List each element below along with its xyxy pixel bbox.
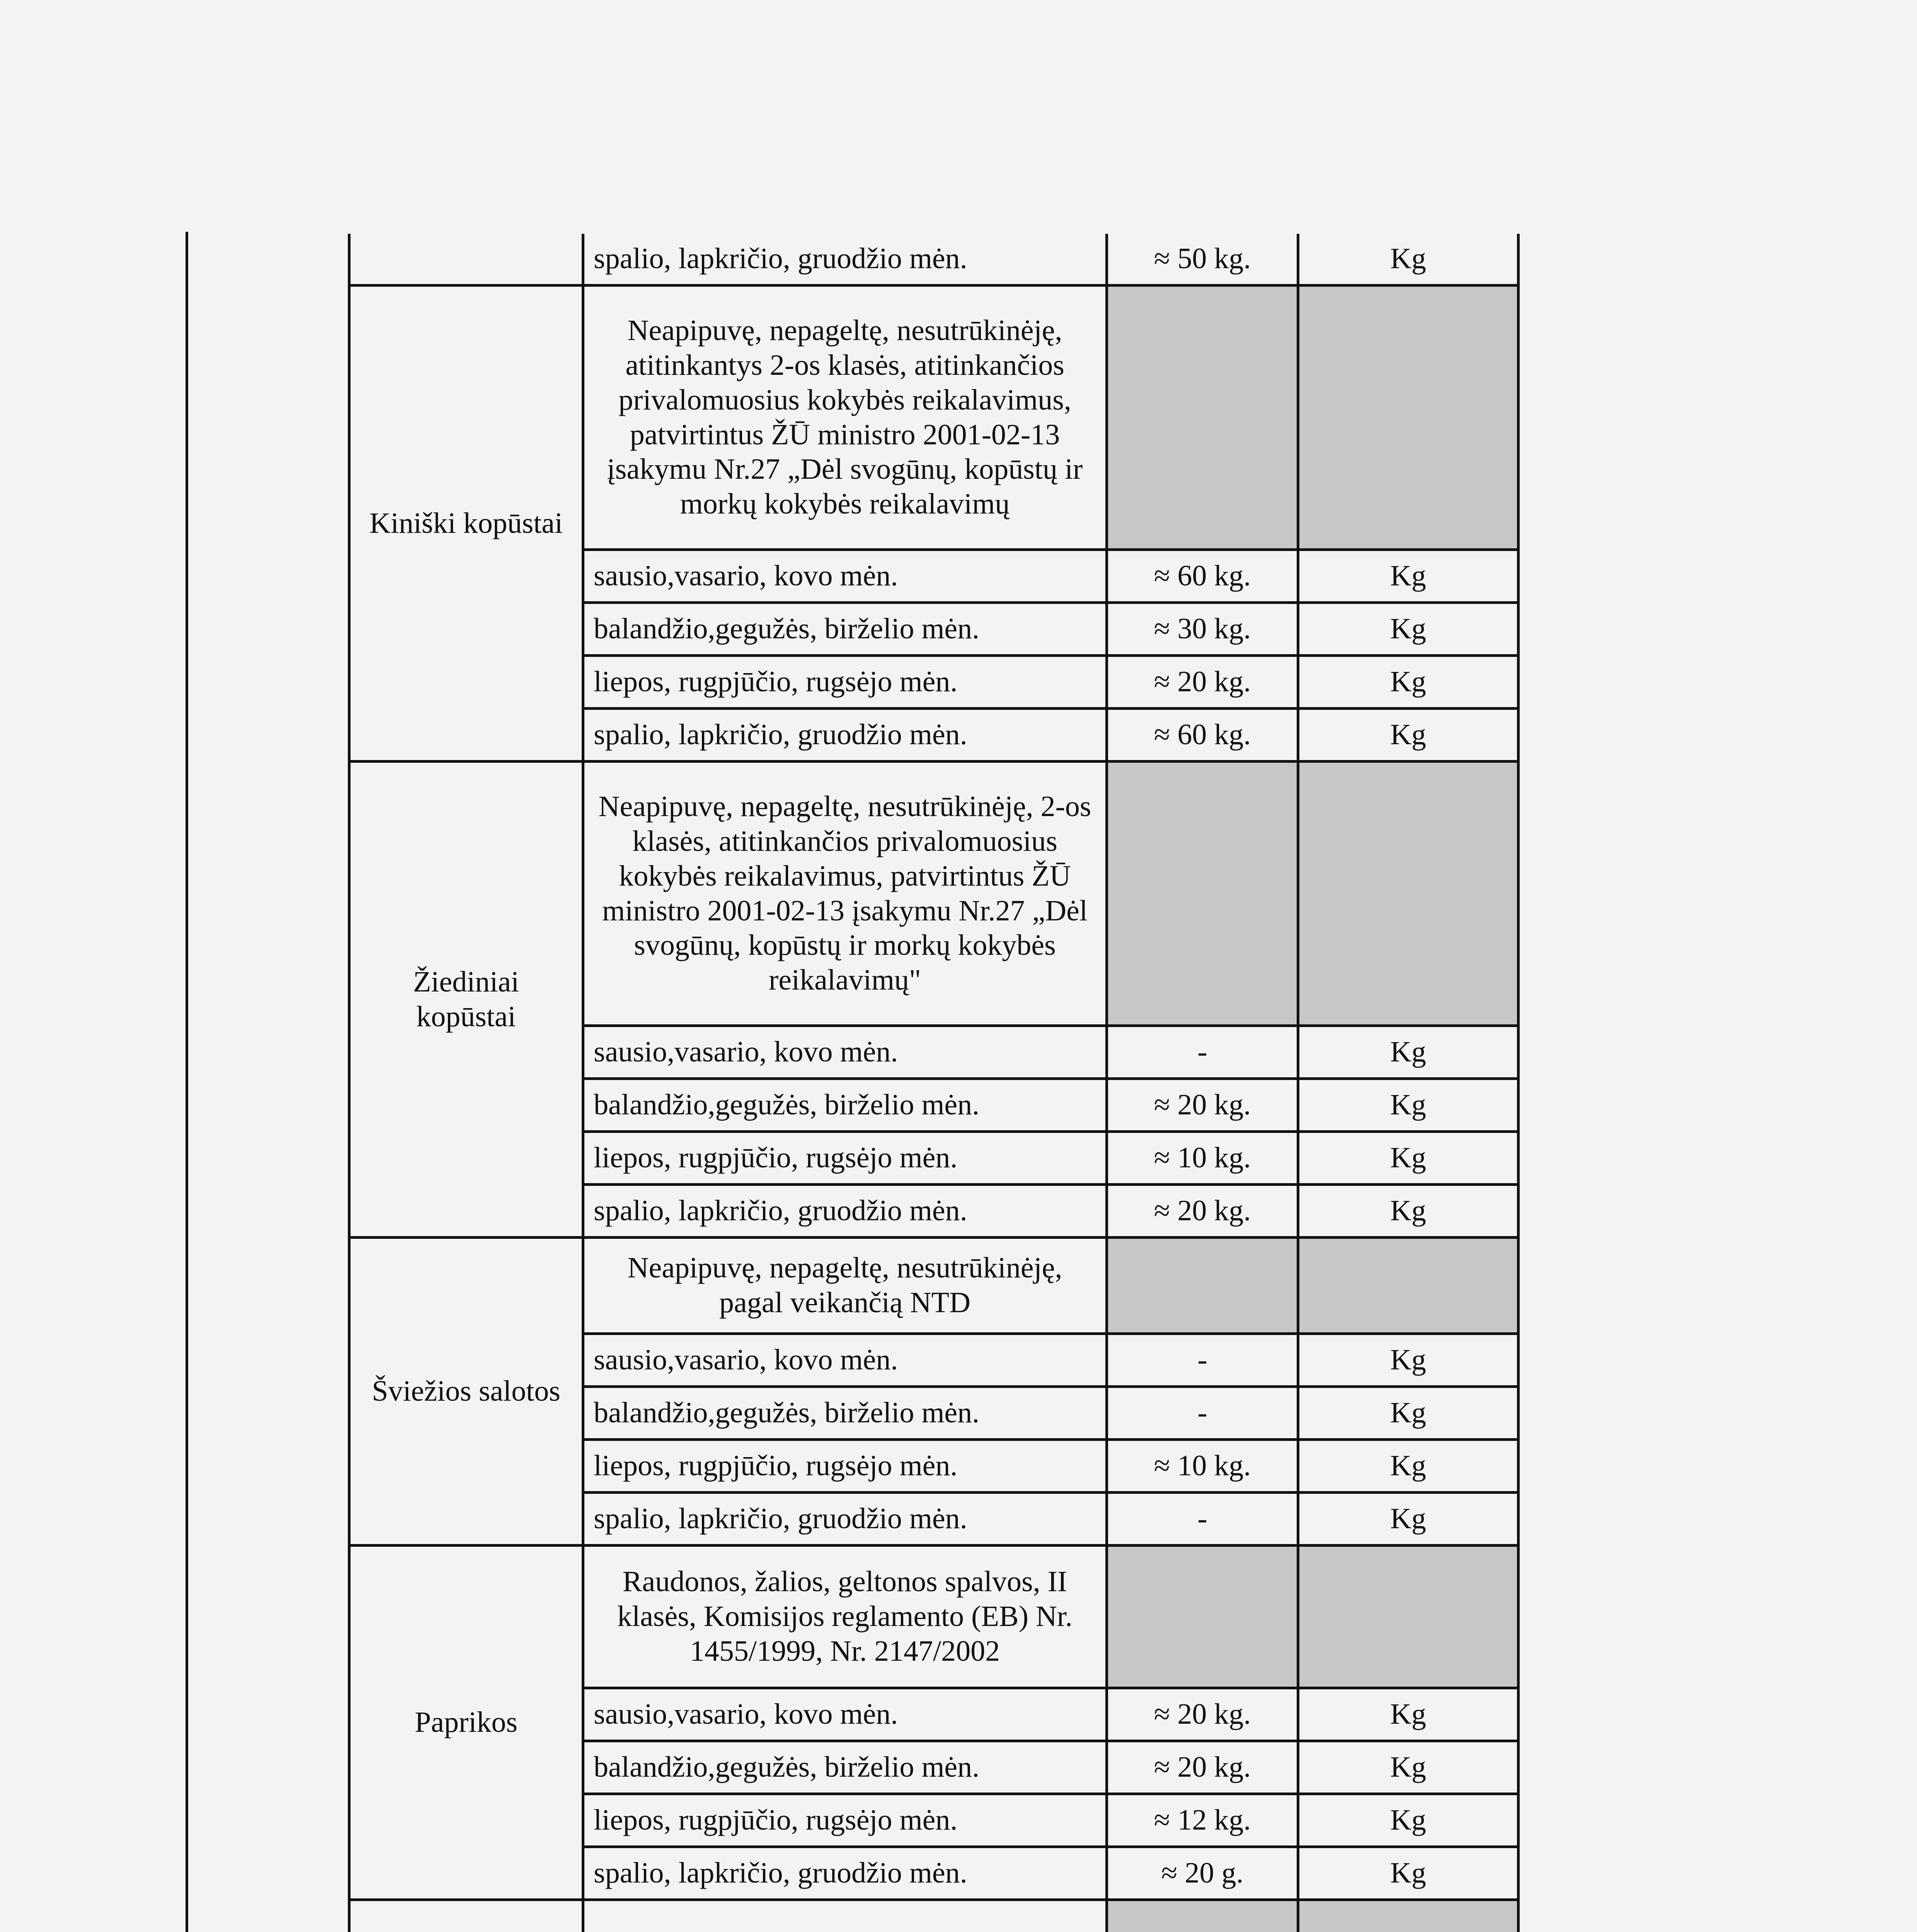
period-cell: spalio, lapkričio, gruodžio mėn. (583, 1847, 1107, 1900)
quantity-cell: ≈ 20 g. (1107, 1847, 1298, 1900)
quantity-cell: - (1107, 1334, 1298, 1387)
period-cell: balandžio,gegužės, birželio mėn. (583, 1387, 1107, 1440)
unit-cell-shaded (1298, 1900, 1519, 1932)
period-cell: balandžio,gegužės, birželio mėn. (583, 1741, 1107, 1794)
product-groups (349, 286, 1519, 1932)
quantity-cell: ≈ 30 kg. (1107, 603, 1298, 656)
unit-cell-shaded (1298, 762, 1519, 1026)
table-row (349, 1546, 1519, 1688)
quantity-cell: ≈ 12 kg. (1107, 1794, 1298, 1847)
quality-requirement: Neapipuvę, nepageltę, nesutrūkinėję, atitinkantys 2-os klasės, atitinkančios privalomuosius kokybės reikalavimus, patvirtintus ŽŪ ministro 2001-02-13 įsakymu Nr.27 „Dėl svogūnų, kopūstų ir morkų kokybės reikalavimų (583, 286, 1107, 550)
quantity-cell-shaded (1107, 1900, 1298, 1932)
unit-cell: Kg (1298, 603, 1519, 656)
product-name: Paprikos (349, 1546, 583, 1900)
left-margin-rule (186, 232, 188, 1932)
unit-cell-shaded (1298, 1546, 1519, 1688)
product-name: Žiediniai kopūstai (349, 762, 583, 1238)
unit-cell: Kg (1298, 1185, 1519, 1238)
unit-cell: Kg (1298, 1440, 1519, 1493)
unit-cell-shaded (1298, 1238, 1519, 1334)
product-name (349, 1900, 583, 1932)
period-cell: balandžio,gegužės, birželio mėn. (583, 1079, 1107, 1132)
quantity-cell: ≈ 50 kg. (1107, 234, 1298, 286)
table-row (349, 234, 1519, 286)
period-cell: liepos, rugpjūčio, rugsėjo mėn. (583, 1440, 1107, 1493)
quantity-cell: ≈ 20 kg. (1107, 1688, 1298, 1741)
unit-cell: Kg (1298, 1026, 1519, 1079)
table-row (349, 286, 1519, 550)
quantity-cell: ≈ 10 kg. (1107, 1132, 1298, 1185)
table-row (349, 1900, 1519, 1932)
quality-requirement (583, 1900, 1107, 1932)
quality-requirement: Neapipuvę, nepageltę, nesutrūkinėję, pagal veikančią NTD (583, 1238, 1107, 1334)
quantity-cell: ≈ 60 kg. (1107, 550, 1298, 603)
quantity-cell: ≈ 20 kg. (1107, 1741, 1298, 1794)
unit-cell: Kg (1298, 1741, 1519, 1794)
period-cell: liepos, rugpjūčio, rugsėjo mėn. (583, 1794, 1107, 1847)
quantity-cell: ≈ 60 kg. (1107, 709, 1298, 762)
period-cell: liepos, rugpjūčio, rugsėjo mėn. (583, 656, 1107, 709)
unit-cell: Kg (1298, 1688, 1519, 1741)
quantity-cell-shaded (1107, 762, 1298, 1026)
period-cell: sausio,vasario, kovo mėn. (583, 1334, 1107, 1387)
product-cell (349, 234, 583, 286)
unit-cell: Kg (1298, 1794, 1519, 1847)
quantity-cell: ≈ 20 kg. (1107, 1079, 1298, 1132)
quality-requirement: Neapipuvę, nepageltę, nesutrūkinėję, 2-os klasės, atitinkančios privalomuosius kokybės reikalavimus, patvirtintus ŽŪ ministro 2001-02-13 įsakymu Nr.27 „Dėl svogūnų, kopūstų ir morkų kokybės reikalavimų" (583, 762, 1107, 1026)
product-name: Šviežios salotos (349, 1238, 583, 1546)
period-cell: spalio, lapkričio, gruodžio mėn. (583, 709, 1107, 762)
unit-cell: Kg (1298, 1847, 1519, 1900)
period-cell: sausio,vasario, kovo mėn. (583, 550, 1107, 603)
table-row (349, 1238, 1519, 1334)
period-cell: spalio, lapkričio, gruodžio mėn. (583, 1493, 1107, 1546)
quantity-cell: ≈ 20 kg. (1107, 656, 1298, 709)
quantity-cell: - (1107, 1493, 1298, 1546)
quantity-cell: ≈ 20 kg. (1107, 1185, 1298, 1238)
period-cell: sausio,vasario, kovo mėn. (583, 1026, 1107, 1079)
product-spec-table (348, 234, 1520, 1932)
quality-requirement: Raudonos, žalios, geltonos spalvos, II klasės, Komisijos reglamento (EB) Nr. 1455/1999, Nr. 2147/2002 (583, 1546, 1107, 1688)
quantity-cell-shaded (1107, 286, 1298, 550)
unit-cell: Kg (1298, 234, 1519, 286)
period-cell: liepos, rugpjūčio, rugsėjo mėn. (583, 1132, 1107, 1185)
quantity-cell: - (1107, 1026, 1298, 1079)
unit-cell: Kg (1298, 1132, 1519, 1185)
table-row (349, 762, 1519, 1026)
unit-cell: Kg (1298, 1387, 1519, 1440)
quantity-cell-shaded (1107, 1238, 1298, 1334)
unit-cell-shaded (1298, 286, 1519, 550)
period-cell: balandžio,gegužės, birželio mėn. (583, 603, 1107, 656)
unit-cell: Kg (1298, 1079, 1519, 1132)
period-cell: spalio, lapkričio, gruodžio mėn. (583, 234, 1107, 286)
period-cell: sausio,vasario, kovo mėn. (583, 1688, 1107, 1741)
quantity-cell-shaded (1107, 1546, 1298, 1688)
unit-cell: Kg (1298, 550, 1519, 603)
quantity-cell: - (1107, 1387, 1298, 1440)
product-name: Kiniški kopūstai (349, 286, 583, 762)
unit-cell: Kg (1298, 1334, 1519, 1387)
unit-cell: Kg (1298, 1493, 1519, 1546)
unit-cell: Kg (1298, 656, 1519, 709)
unit-cell: Kg (1298, 709, 1519, 762)
period-cell: spalio, lapkričio, gruodžio mėn. (583, 1185, 1107, 1238)
quantity-cell: ≈ 10 kg. (1107, 1440, 1298, 1493)
